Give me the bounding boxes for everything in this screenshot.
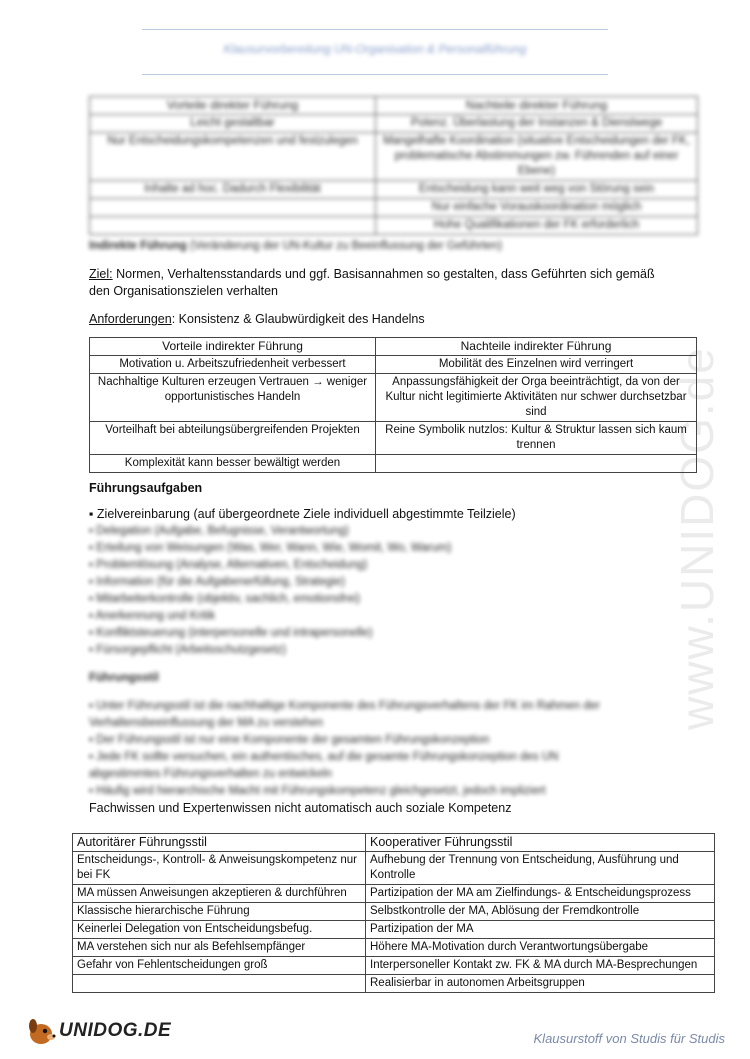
styles-cell: Aufhebung der Trennung von Entscheidung, Ausführung und Kontrolle <box>366 852 715 885</box>
style-last-line: Fachwissen und Expertenwissen nicht automatisch auch soziale Kompetenz <box>89 801 512 815</box>
task-item: ▪ Delegation (Aufgabe, Befugnisse, Verantwortung) <box>89 525 349 537</box>
direct-cell <box>90 199 376 217</box>
styles-cell: MA verstehen sich nur als Befehlsempfänger <box>73 939 366 957</box>
styles-row <box>73 939 715 957</box>
indirect-header-cell: Nachteile indirekter Führung <box>376 338 697 356</box>
goal-paragraph <box>89 266 655 300</box>
indirect-cell: Mobilität des Einzelnen wird verringert <box>376 356 697 374</box>
goal-label: Ziel: <box>89 267 113 281</box>
direct-row <box>90 217 698 235</box>
task-item: ▪ Zielvereinbarung (auf übergeordnete Ziele individuell abgestimmte Teilziele) <box>89 507 516 521</box>
styles-header-row <box>73 834 715 852</box>
indirect-heading-line <box>89 238 502 255</box>
footer-tagline: Klausurstoff von Studis für Studis <box>533 1031 725 1046</box>
styles-cell: Partizipation der MA am Zielfindungs- & Entscheidungsprozess <box>366 885 715 903</box>
styles-header-cell: Kooperativer Führungsstil <box>366 834 715 852</box>
styles-cell: Interpersoneller Kontakt zw. FK & MA durch MA-Besprechungen <box>366 957 715 975</box>
task-item: ▪ Problemlösung (Analyse, Alternativen, Entscheidung) <box>89 559 368 571</box>
indirect-header-row <box>90 338 697 356</box>
direct-cell: Entscheidung kann weit weg von Störung sein <box>376 181 698 199</box>
goal-text-2: den Organisationszielen verhalten <box>89 284 279 298</box>
requirements-paragraph <box>89 311 425 328</box>
direct-cell: Mangelhafte Koordination (situative Entscheidungen der FK, problematische Abstimmungen zw. Führenden auf einer Ebene) <box>376 133 698 181</box>
direct-cell: Nur einfache Vorauskoordination möglich <box>376 199 698 217</box>
indirect-row <box>90 422 697 455</box>
direct-cell: Leicht gestaltbar <box>90 115 376 133</box>
tasks-heading: Führungsaufgaben <box>89 481 203 495</box>
task-item: ▪ Erteilung von Weisungen (Was, Wer, Wann, Wie, Womit, Wo, Warum) <box>89 542 452 554</box>
tasks-list <box>89 506 516 523</box>
styles-row <box>73 921 715 939</box>
indirect-cell: Reine Symbolik nutzlos: Kultur & Struktur lassen sich kaum trennen <box>376 422 697 455</box>
table-leadership-styles <box>72 833 715 993</box>
direct-cell: Nur Entscheidungskompetenzen und festzulegen <box>90 133 376 181</box>
indirect-heading: Indirekte Führung <box>89 240 187 252</box>
indirect-cell: Vorteilhaft bei abteilungsübergreifenden Projekten <box>90 422 376 455</box>
direct-header-cell: Nachteile direkter Führung <box>376 97 698 115</box>
goal-text-1: Normen, Verhaltensstandards und ggf. Basisannahmen so gestalten, dass Geführten sich gemäß <box>112 267 655 281</box>
task-item: ▪ Anerkennung und Kritik <box>89 610 216 622</box>
header-rule-top <box>142 29 608 30</box>
styles-cell: MA müssen Anweisungen akzeptieren & durchführen <box>73 885 366 903</box>
requirements-label: Anforderungen <box>89 312 172 326</box>
indirect-cell: Motivation u. Arbeitszufriedenheit verbessert <box>90 356 376 374</box>
styles-row <box>73 852 715 885</box>
direct-row <box>90 133 698 181</box>
page-header-title: Klausurvorbereitung UN-Organisation & Personalführung <box>223 42 527 56</box>
indirect-row <box>90 356 697 374</box>
direct-cell <box>90 217 376 235</box>
tasks-list-blurred <box>89 523 451 659</box>
task-item: ▪ Mitarbeiterkontrolle (objektiv, sachlich, emotionsfrei) <box>89 593 361 605</box>
table-direct-leadership <box>89 96 698 235</box>
indirect-cell: Komplexität kann besser bewältigt werden <box>90 455 376 473</box>
indirect-row <box>90 455 697 473</box>
table-indirect-leadership <box>89 337 697 473</box>
direct-header-row <box>90 97 698 115</box>
indirect-header-cell: Vorteile indirekter Führung <box>90 338 376 356</box>
styles-cell: Keinerlei Delegation von Entscheidungsbefug. <box>73 921 366 939</box>
styles-cell: Realisierbar in autonomen Arbeitsgruppen <box>366 975 715 993</box>
indirect-cell <box>376 455 697 473</box>
styles-cell <box>73 975 366 993</box>
direct-row <box>90 115 698 133</box>
task-item: ▪ Konfliktsteuerung (interpersonelle und intrapersonelle) <box>89 627 373 639</box>
direct-cell: Potenz. Überlastung der Instanzen & Dienstwege <box>376 115 698 133</box>
style-line: ▪ Der Führungsstil ist nur eine Komponente der gesamten Führungskonzeption <box>89 734 490 746</box>
task-item: ▪ Information (für die Aufgabenerfüllung, Strategie) <box>89 576 345 588</box>
indirect-row <box>90 374 697 422</box>
style-line: ▪ Unter Führungsstil ist die nachhaltige Komponente des Führungsverhaltens der FK im Rahmen der <box>89 700 600 712</box>
header-rule-bottom <box>142 74 608 75</box>
watermark: www.UNIDOG.de <box>671 346 723 730</box>
styles-row <box>73 885 715 903</box>
indirect-cell: Nachhaltige Kulturen erzeugen Vertrauen → weniger opportunistisches Handeln <box>90 374 376 422</box>
indirect-cell: Anpassungsfähigkeit der Orga beeinträchtigt, da von der Kultur nicht legitimierte Aktivitäten nur schwer durchsetzbar sind <box>376 374 697 422</box>
requirements-text: : Konsistenz & Glaubwürdigkeit des Handelns <box>171 312 425 326</box>
direct-cell: Inhalte ad hoc. Dadurch Flexibilität <box>90 181 376 199</box>
unidog-logo <box>25 1014 171 1048</box>
styles-row <box>73 903 715 921</box>
styles-cell: Entscheidungs-, Kontroll- & Anweisungskompetenz nur bei FK <box>73 852 366 885</box>
styles-cell: Klassische hierarchische Führung <box>73 903 366 921</box>
style-list-blurred <box>89 698 600 800</box>
direct-row <box>90 199 698 217</box>
styles-cell: Selbstkontrolle der MA, Ablösung der Fremdkontrolle <box>366 903 715 921</box>
direct-cell: Hohe Qualifikationen der FK erforderlich <box>376 217 698 235</box>
task-item: ▪ Fürsorgepflicht (Arbeitsschutzgesetz) <box>89 644 287 656</box>
logo-text: UNIDOG.DE <box>59 1020 172 1041</box>
style-line: ▪ Jede FK sollte versuchen, ein authentisches, auf die gesamte Führungskonzeption des UN <box>89 751 559 763</box>
style-line: Verhaltensbeeinflussung der MA zu verstehen <box>89 717 323 729</box>
style-line: ▪ Häufig wird hierarchische Macht mit Führungskompetenz gleichgesetzt, jedoch impliziert <box>89 785 546 797</box>
styles-row <box>73 975 715 993</box>
styles-row <box>73 957 715 975</box>
indirect-heading-note: (Veränderung der UN-Kultur zu Beeinflussung der Geführten) <box>189 240 502 252</box>
styles-header-cell: Autoritärer Führungsstil <box>73 834 366 852</box>
direct-header-cell: Vorteile direkter Führung <box>90 97 376 115</box>
style-line: abgestimmtes Führungsverhalten zu entwickeln <box>89 768 332 780</box>
styles-cell: Höhere MA-Motivation durch Verantwortungsübergabe <box>366 939 715 957</box>
dog-icon <box>25 1014 59 1048</box>
styles-cell: Partizipation der MA <box>366 921 715 939</box>
style-heading: Führungsstil <box>89 672 159 684</box>
styles-cell: Gefahr von Fehlentscheidungen groß <box>73 957 366 975</box>
direct-row <box>90 181 698 199</box>
